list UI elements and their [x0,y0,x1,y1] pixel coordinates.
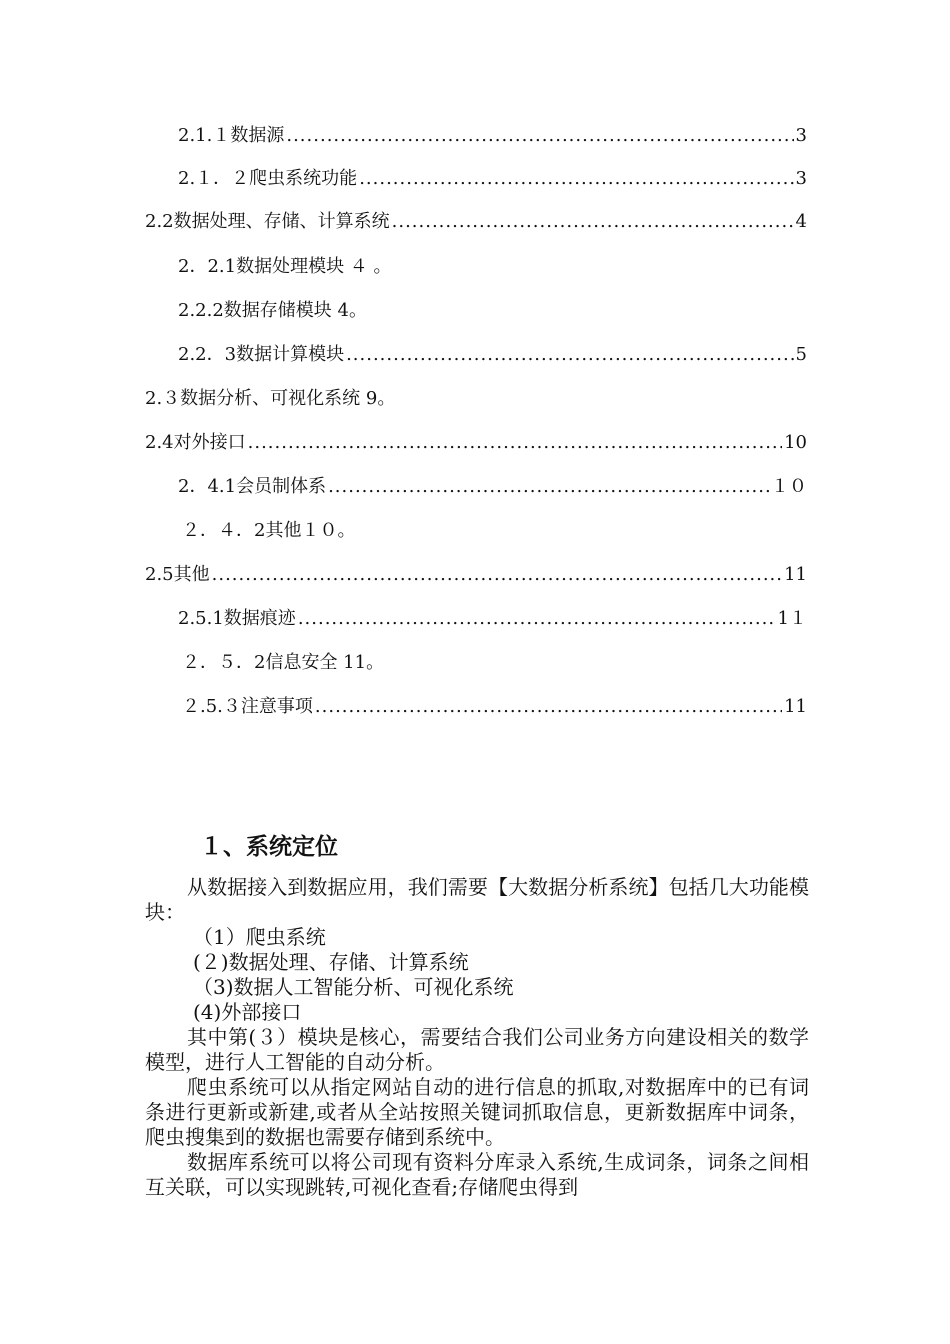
toc-page-number: １０ [771,476,807,497]
toc-entry[interactable] [178,122,807,150]
toc-entry[interactable] [178,297,358,325]
body-paragraph: 从数据接入到数据应用，我们需要【大数据分析系统】包括几大功能模块： [145,875,809,924]
toc-leader-dots [286,122,793,150]
toc-entry-label: 2.2.2数据存储模块 4｡ [178,300,358,321]
body-paragraph: (２)数据处理、存储、计算系统 [193,950,469,974]
toc-entry[interactable] [145,561,807,589]
section-body [145,875,809,1200]
toc-leader-dots [359,165,793,193]
toc-entry-label: 2.5其他 [145,564,210,585]
toc-leader-dots [298,605,776,633]
body-paragraph: 数据库系统可以将公司现有资料分库录入系统,生成词条，词条之间相互关联，可以实现跳转,可视化查看;存储爬虫得到 [145,1150,809,1199]
toc-entry-label: 2.３数据分析、可视化系统 9｡ [145,388,387,409]
toc-entry[interactable] [182,693,807,721]
toc-entry[interactable] [178,473,807,501]
section-heading: １、系统定位 [200,833,338,860]
toc-entry[interactable] [178,341,807,369]
toc-entry[interactable] [178,253,383,281]
toc-leader-dots [392,208,794,236]
toc-page-number: 11 [784,564,807,585]
toc-entry[interactable] [182,649,375,677]
body-paragraph: （1）爬虫系统 [193,925,326,949]
toc-leader-dots [315,693,782,721]
toc-entry-label: ２．４．2其他１０｡ [182,520,347,541]
toc-page-number: 5 [795,344,807,365]
toc-page-number: 11 [784,696,807,717]
toc-entry-label: 2.2．3数据计算模块 [178,344,345,365]
toc-leader-dots [212,561,782,589]
toc-entry-label: 2.１．２爬虫系统功能 [178,168,358,189]
toc-entry-label: 2.2数据处理、存储、计算系统 [145,211,390,232]
toc-leader-dots [328,473,769,501]
toc-page-number: 10 [784,432,807,453]
toc-entry-label: 2．2.1数据处理模块 ４ ｡ [178,256,383,277]
toc-leader-dots [346,341,793,369]
body-paragraph: 爬虫系统可以从指定网站自动的进行信息的抓取,对数据库中的已有词条进行更新或新建,或者从全站按照关键词抓取信息，更新数据库中词条，爬虫搜集到的数据也需要存储到系统中。 [145,1075,809,1149]
toc-entry-label: ２.5.３注意事项 [182,696,313,717]
body-paragraph: (4)外部接口 [193,1000,302,1024]
toc-entry[interactable] [145,208,807,236]
body-paragraph: 其中第(３）模块是核心，需要结合我们公司业务方向建设相关的数学模型，进行人工智能的自动分析。 [145,1025,809,1074]
toc-entry-label: 2.5.1数据痕迹 [178,608,296,629]
toc-entry-label: 2．4.1会员制体系 [178,476,327,497]
toc-page-number: 1１ [777,608,807,629]
body-paragraph: （3)数据人工智能分析、可视化系统 [193,975,514,999]
toc-entry[interactable] [178,165,807,193]
toc-entry[interactable] [178,605,807,633]
toc-entry-label: ２．５．2信息安全 11｡ [182,652,376,673]
toc-entry[interactable] [145,385,386,413]
toc-leader-dots [248,429,782,457]
toc-entry[interactable] [145,429,807,457]
toc-page-number: 3 [795,168,807,189]
toc-entry-label: 2.1.１数据源 [178,125,285,146]
toc-entry-label: 2.4对外接口 [145,432,246,453]
toc-entry[interactable] [182,517,346,545]
toc-page-number: 3 [795,125,807,146]
toc-page-number: 4 [795,211,807,232]
